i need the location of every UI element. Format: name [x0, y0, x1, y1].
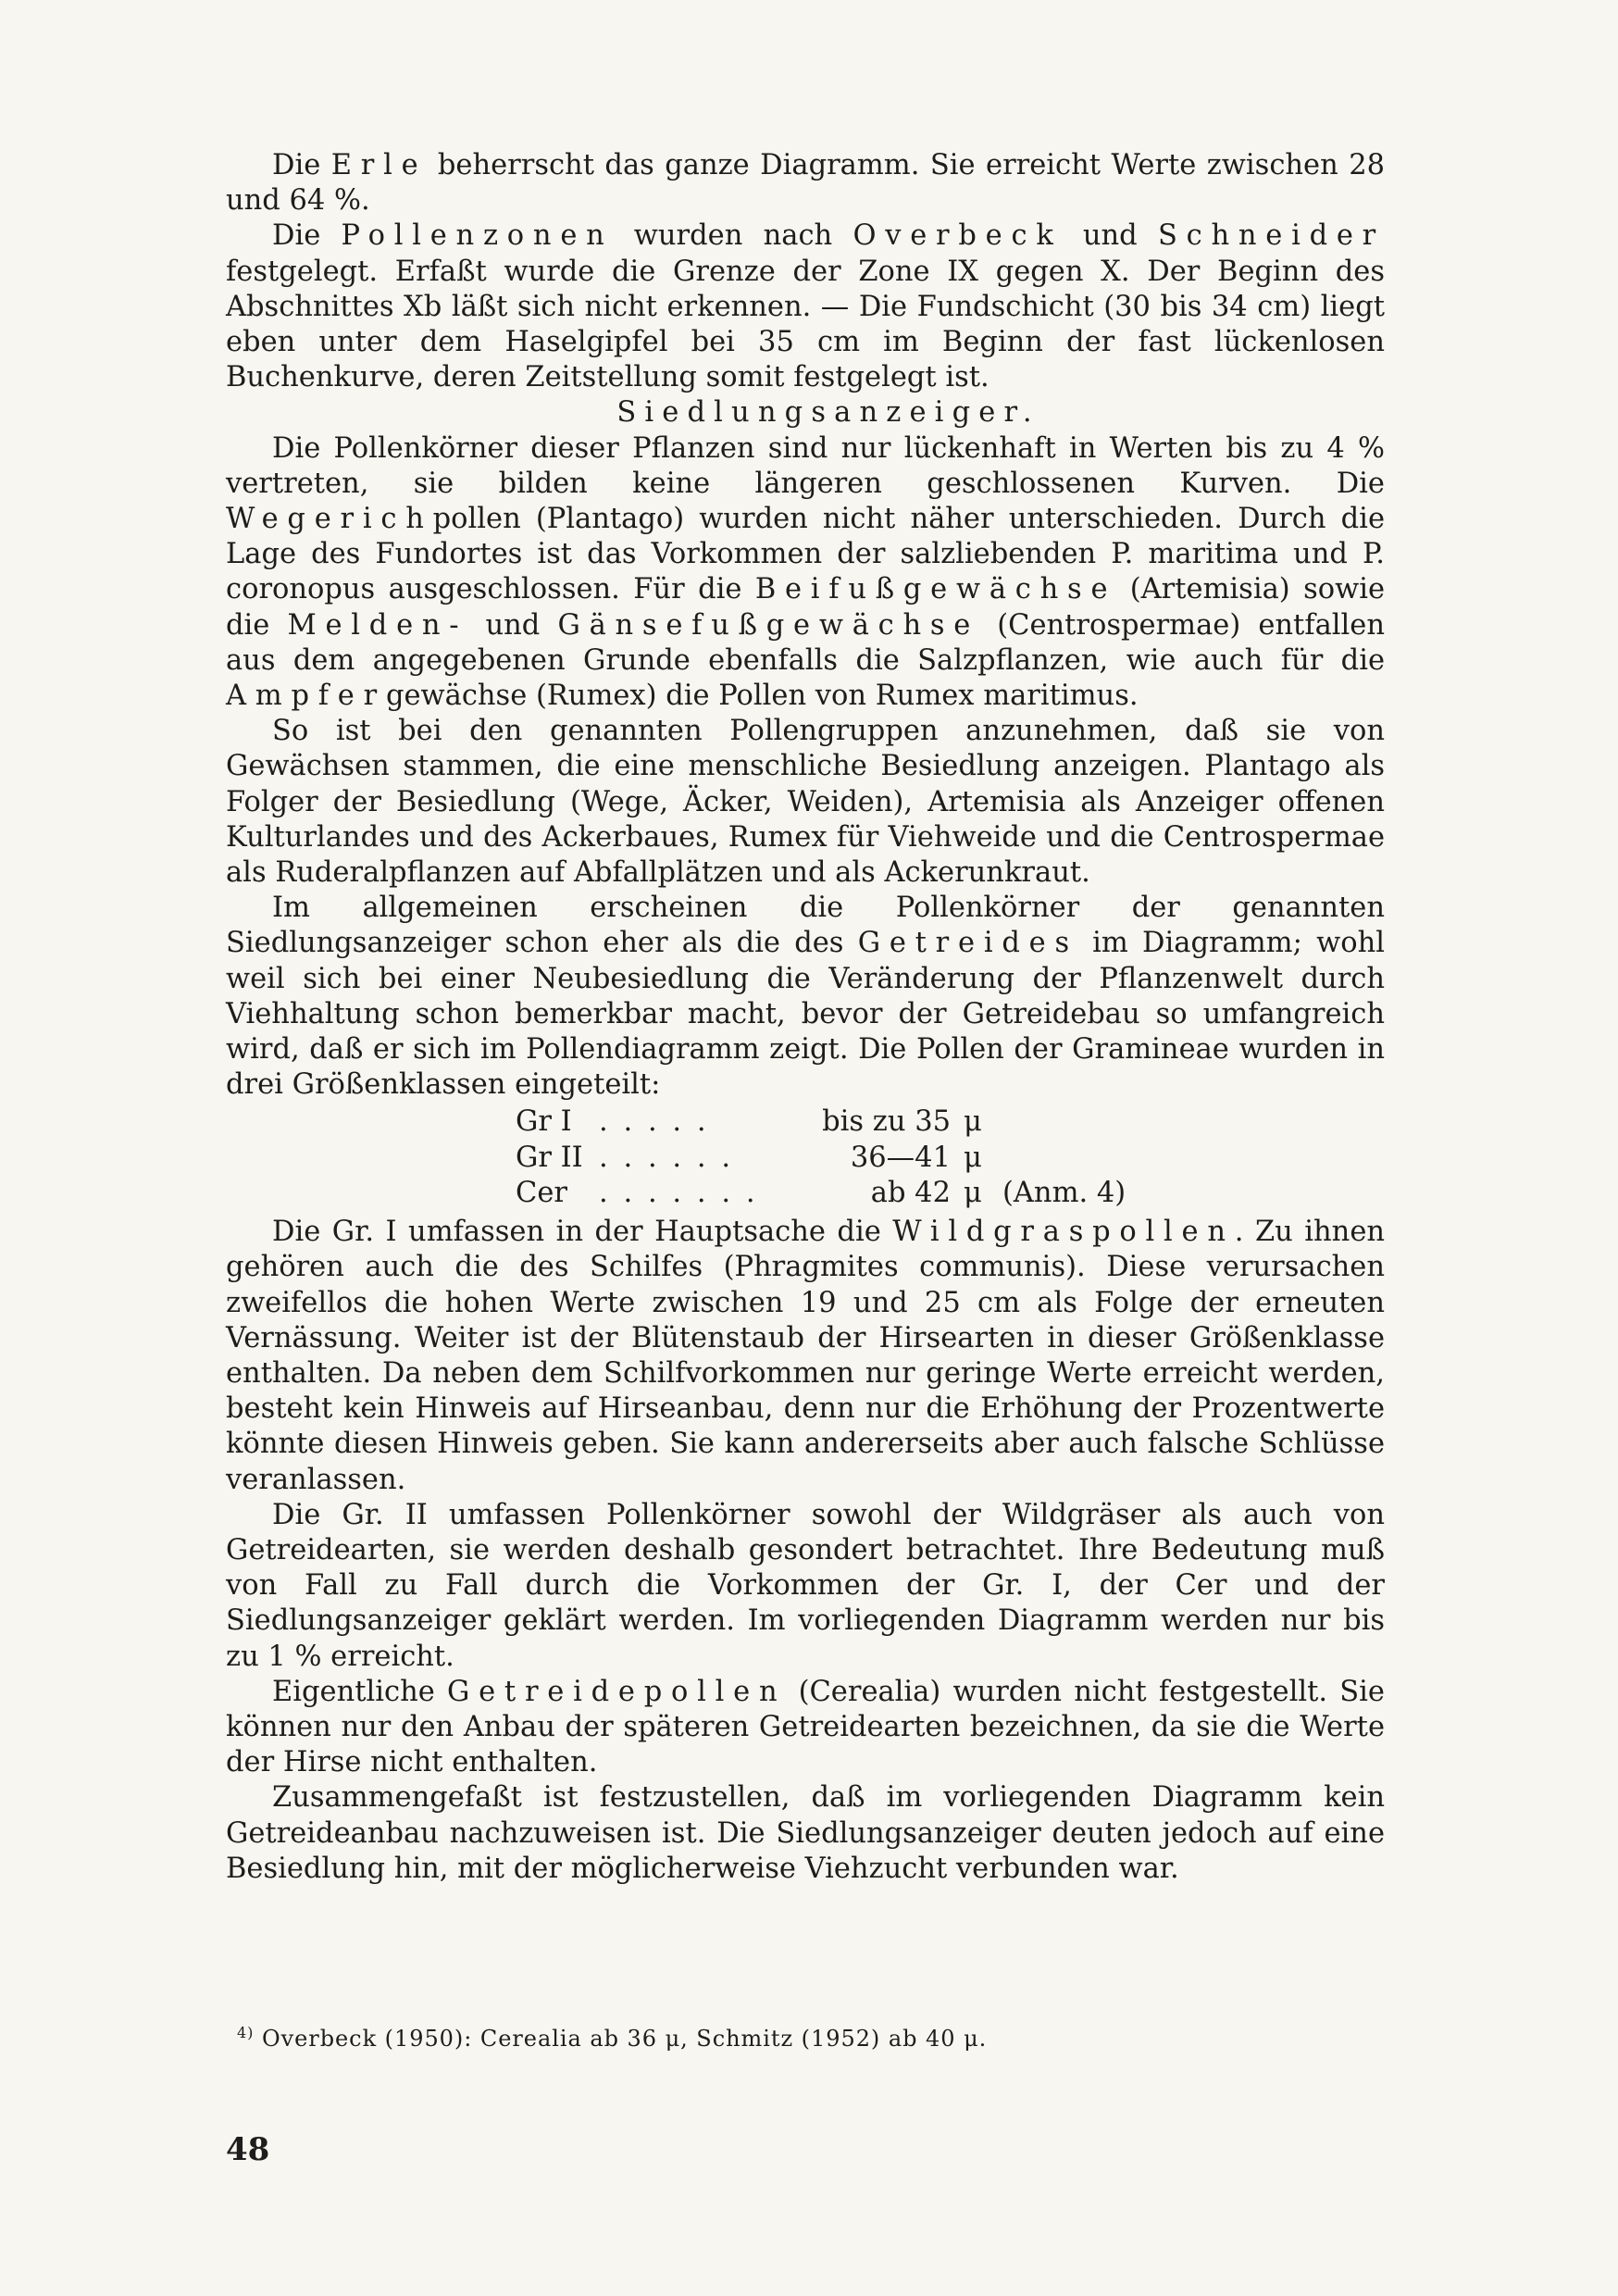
text-run: (Centrospermae) entfallen aus dem angegebenen Grunde ebenfalls die Salzpflanzen, wie auch für die	[226, 608, 1385, 677]
text-run: Die Gr. I umfassen in der Hauptsache die	[272, 1216, 893, 1249]
spaced-term: Overbeck	[853, 219, 1063, 253]
footnote	[237, 2024, 1385, 2052]
paragraph	[226, 431, 1385, 715]
spaced-term: Wegerich	[226, 503, 433, 536]
note-ref	[995, 1141, 1126, 1176]
note-ref: (Anm. 4)	[1002, 1176, 1126, 1209]
text-run: Zusammengefaßt ist festzustellen, daß im vorliegenden Diagramm kein Getreideanbau nachzuweisen ist. Die Siedlungsanzeiger deuten jedoch auf eine Besiedlung hin, mit der möglicherweise Viehzucht verbunden war.	[226, 1781, 1385, 1885]
text-run: (Cerealia) wurden nicht festgestellt. Sie können nur den Anbau der späteren Getreidearten bezeichnen, da sie die Werte der Hirse nicht enthalten.	[226, 1675, 1385, 1779]
spaced-term: Wildgraspollen	[892, 1216, 1235, 1249]
spaced-term: Erle	[330, 149, 428, 181]
size-class-row	[516, 1141, 1126, 1176]
text-run: pollen (Plantago) wurden nicht näher unterschieden. Durch die Lage des Fundortes ist das Vorkommen der salzliebenden P. maritima und P. coronopus ausgeschlossen. Für die	[226, 503, 1385, 606]
text-run: im Diagramm; wohl weil sich bei einer Neubesiedlung die Veränderung der Pflanzenwelt durch Viehhaltung schon bemerkbar macht, bevor der Getreidebau so umfangreich wird, daß er sich im Pollendiagramm zeigt. Die Pollen der Gramineae wurden in drei Größenklassen eingeteilt:	[226, 927, 1385, 1102]
paragraph	[226, 714, 1385, 891]
paragraph	[226, 218, 1385, 395]
size-range: bis zu 35	[822, 1105, 951, 1139]
class-name: Gr II	[516, 1141, 583, 1174]
paragraph	[226, 891, 1385, 1103]
size-range: 36—41	[850, 1141, 951, 1174]
footnote-text: Overbeck (1950): Cerealia ab 36 μ, Schmitz (1952) ab 40 μ.	[261, 2026, 988, 2052]
class-name: Cer	[516, 1176, 567, 1209]
text-run: Die	[272, 149, 331, 181]
text-run: gewächse (Rumex) die Pollen von Rumex maritimus.	[385, 680, 1139, 713]
text-run: Die Pollenkörner dieser Pflanzen sind nur lückenhaft in Werten bis zu 4 % vertreten, sie bilden keine längeren geschlossenen Kurven. Die	[226, 431, 1385, 500]
unit-mu: μ	[964, 1176, 982, 1209]
section-paragraphs	[226, 431, 1385, 1104]
spaced-term: Gänsefußgewächse	[557, 608, 980, 642]
text-run: beherrscht das ganze Diagramm. Sie erreicht Werte zwischen 28 und 64 %.	[226, 149, 1386, 218]
text-run: . Zu ihnen gehören auch die des Schilfes (Phragmites communis). Diese verursachen zweifellos die hohen Werte zwischen 19 und 25 cm als Folge der erneuten Vernässung. Weiter ist der Blütenstaub der Hirsearten in dieser Größenklasse enthalten. Da neben dem Schilfvorkommen nur geringe Werte erreicht werden, besteht kein Hinweis auf Hirseanbau, denn nur die Erhöhung der Prozentwerte könnte diesen Hinweis geben. Sie kann andererseits aber auch falsche Schlüsse veranlassen.	[226, 1216, 1386, 1496]
spaced-term: Schneider	[1157, 219, 1386, 253]
text-run: Die	[272, 219, 342, 253]
footnote-mark: 4)	[237, 2024, 255, 2041]
unit-mu: μ	[964, 1141, 982, 1174]
spaced-term: Ampfer	[226, 680, 386, 713]
size-range: ab 42	[870, 1176, 951, 1209]
size-class-row	[516, 1176, 1126, 1211]
section-heading: Siedlungsanzeiger.	[616, 396, 1040, 430]
class-name: Gr I	[516, 1105, 572, 1139]
paragraph	[226, 1780, 1385, 1887]
paragraph	[226, 1498, 1385, 1675]
leader-dots: .....	[599, 1105, 722, 1139]
main-text	[226, 148, 1385, 1887]
paragraph	[226, 1675, 1385, 1781]
size-class-row	[516, 1104, 1126, 1140]
intro-paragraphs	[226, 148, 1385, 395]
unit-mu: μ	[964, 1105, 982, 1139]
spaced-term: Getreidepollen	[447, 1675, 787, 1708]
leader-dots: .......	[599, 1176, 771, 1209]
paragraph	[226, 148, 1385, 218]
text-run: Die Gr. II umfassen Pollenkörner sowohl der Wildgräser als auch von Getreidearten, sie werden deshalb gesondert betrachtet. Ihre Bedeutung muß von Fall zu Fall durch die Vorkommen der Gr. I, der Cer und der Siedlungsanzeiger geklärt werden. Im vorliegenden Diagramm werden nur bis zu 1 % erreicht.	[226, 1498, 1385, 1673]
closing-paragraphs	[226, 1215, 1385, 1887]
text-run: und	[467, 608, 558, 642]
spaced-term: Getreides	[857, 927, 1078, 960]
text-run: wurden nach	[613, 219, 853, 253]
text-run: (Artemisia) sowie die	[226, 573, 1386, 642]
spaced-term: Melden-	[287, 608, 468, 642]
spaced-term: Pollenzonen	[341, 219, 614, 253]
page-number: 48	[226, 2131, 270, 2168]
spaced-term: Beifußgewächse	[754, 573, 1117, 606]
paragraph	[226, 1215, 1385, 1498]
text-run: Eigentliche	[272, 1675, 447, 1708]
note-ref	[995, 1104, 1126, 1140]
text-run: und	[1062, 219, 1158, 253]
size-class-table	[516, 1104, 1126, 1211]
text-run: festgelegt. Erfaßt wurde die Grenze der Zone IX gegen X. Der Beginn des Abschnittes Xb läßt sich nicht erkennen. — Die Fundschicht (30 bis 34 cm) liegt eben unter dem Haselgipfel bei 35 cm im Beginn der fast lückenlosen Buchenkurve, deren Zeitstellung somit festgelegt ist.	[226, 255, 1385, 394]
text-run: So ist bei den genannten Pollengruppen anzunehmen, daß sie von Gewächsen stammen, die eine menschliche Besiedlung anzeigen. Plantago als Folger der Besiedlung (Wege, Äcker, Weiden), Artemisia als Anzeiger offenen Kulturlandes und des Ackerbaues, Rumex für Viehweide und die Centrospermae als Ruderalpflanzen auf Abfallplätzen und als Ackerunkraut.	[226, 715, 1385, 890]
text-run: Im allgemeinen erscheinen die Pollenkörner der genannten Siedlungsanzeiger schon eher als die des	[226, 892, 1385, 960]
leader-dots: ......	[599, 1141, 746, 1174]
